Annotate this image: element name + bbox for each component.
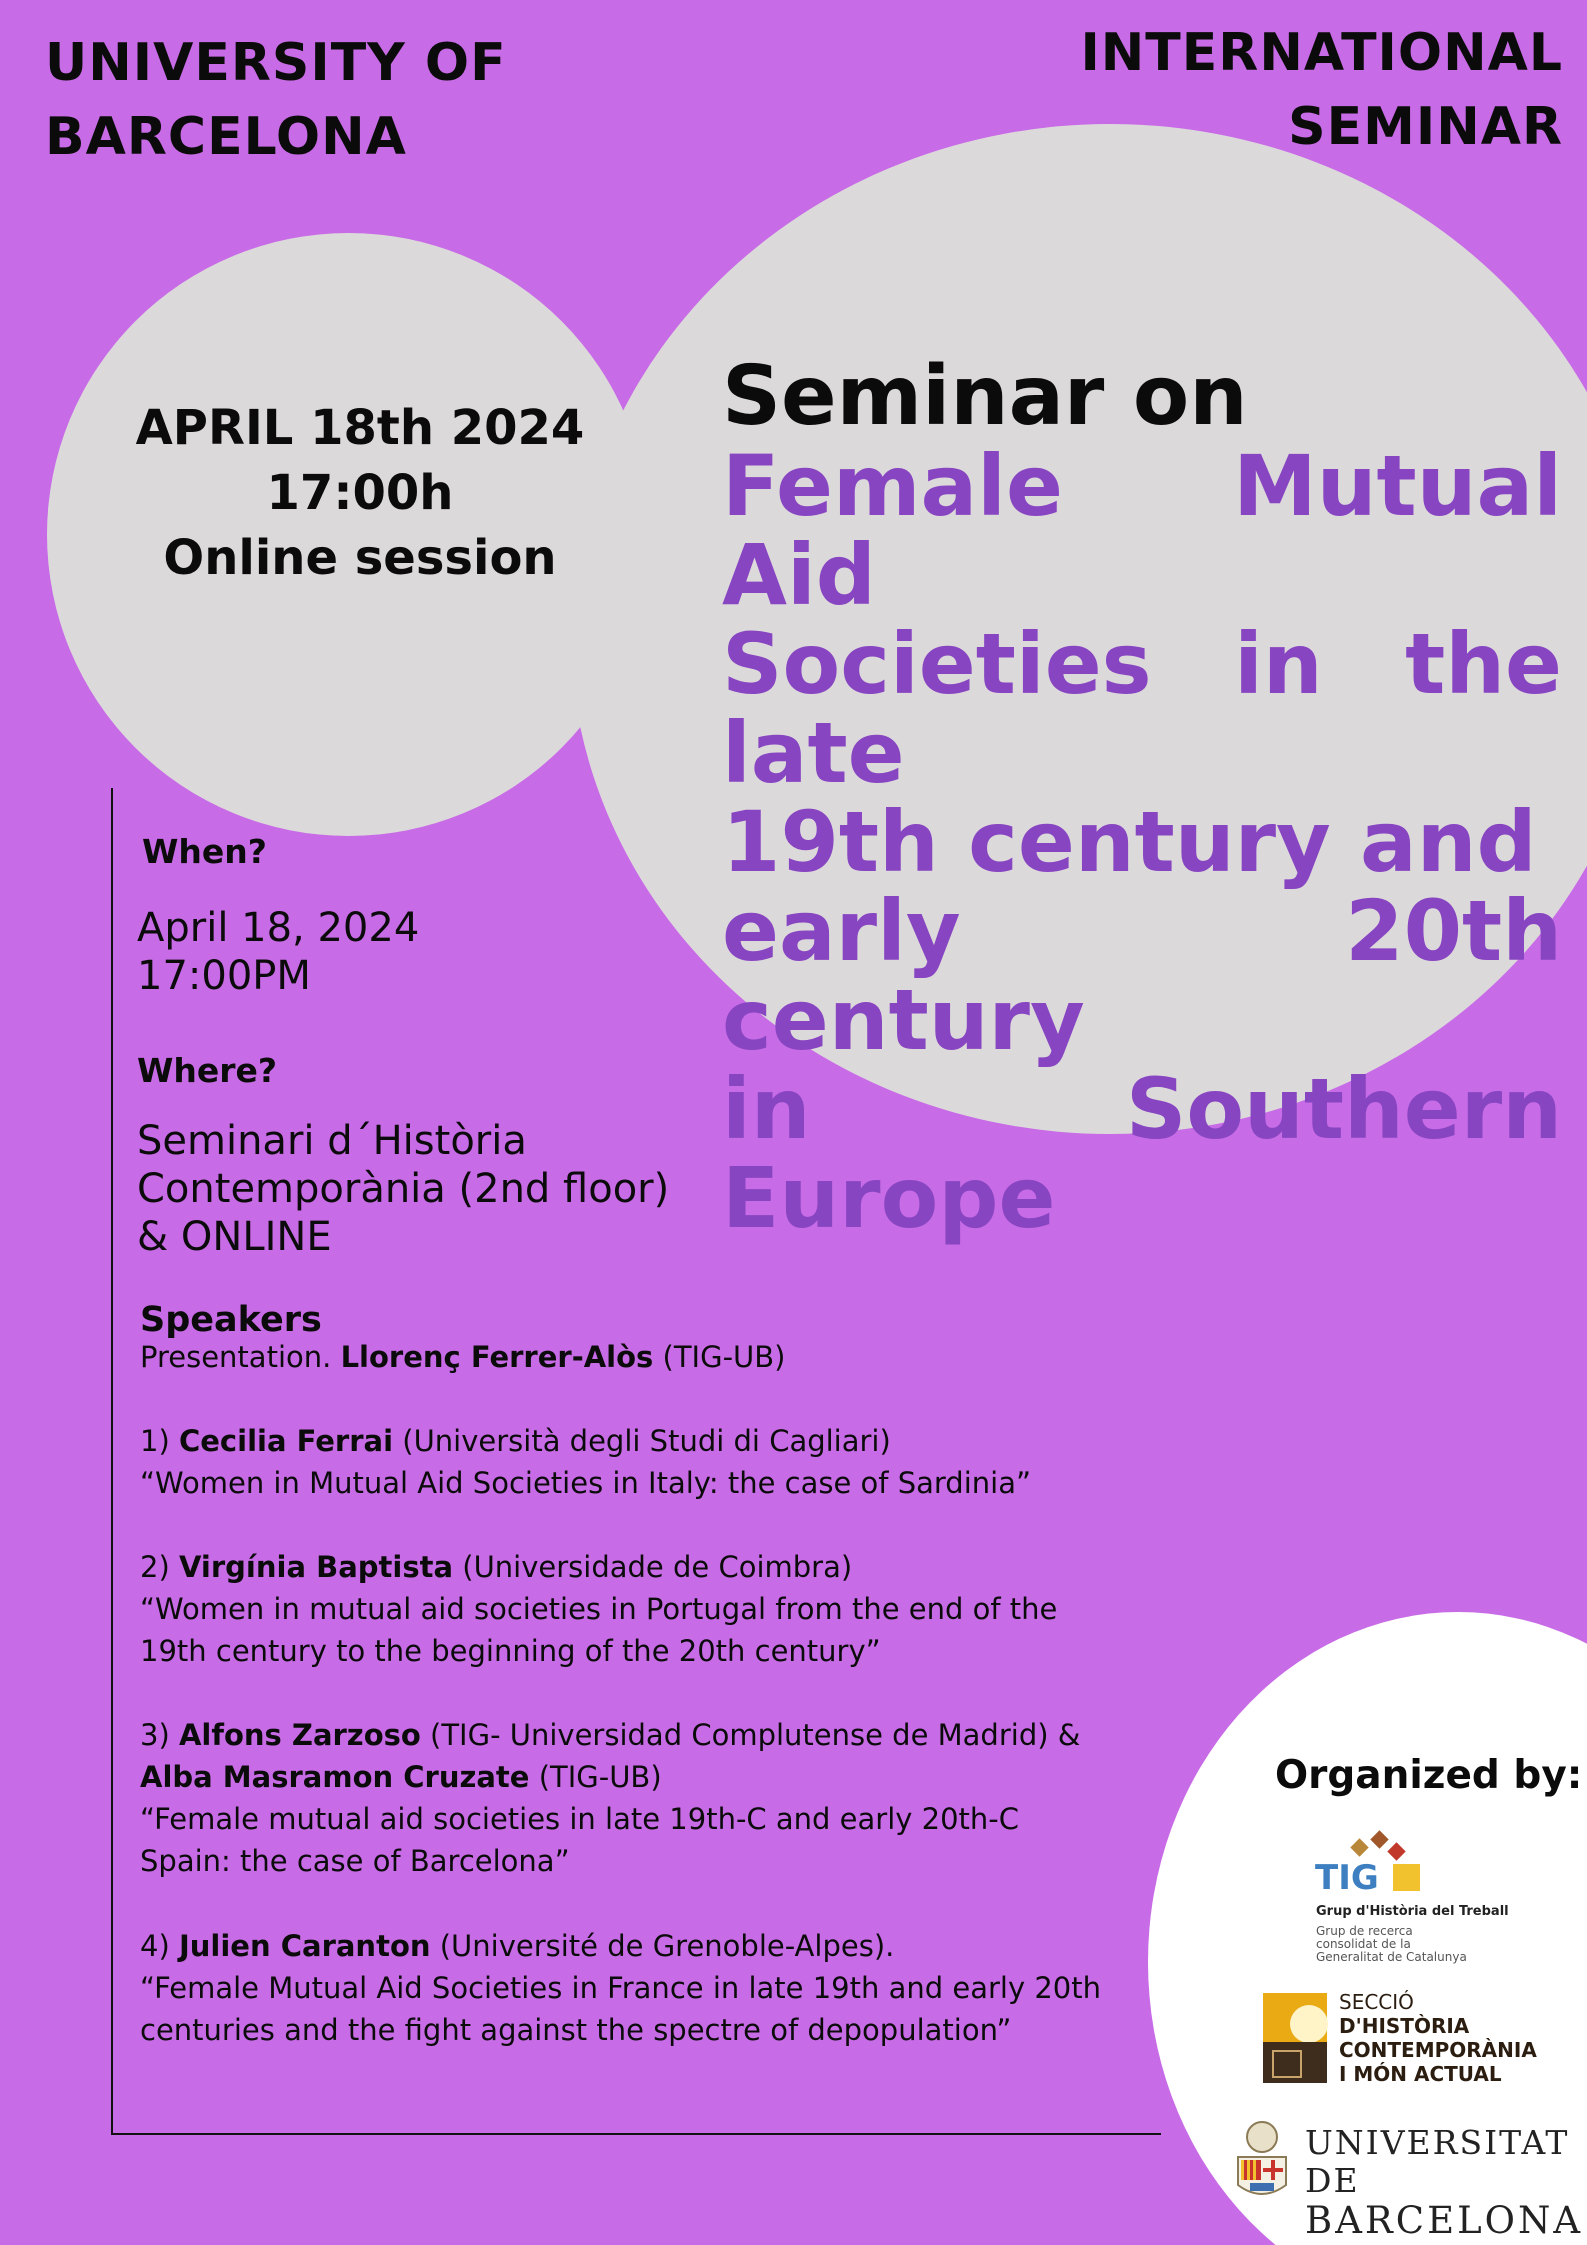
talk-number: 3) xyxy=(140,1718,170,1752)
talk-title-line2: 19th century to the beginning of the 20th century” xyxy=(140,1634,881,1668)
talk-item-4 xyxy=(140,1925,1140,2051)
where-details xyxy=(137,1117,669,1261)
talk-speaker-2: Alba Masramon Cruzate xyxy=(140,1760,530,1794)
where-line1: Seminari d´Història xyxy=(137,1118,527,1164)
talk-title-line2: centuries and the fight against the spectre of depopulation” xyxy=(140,2013,1012,2047)
seccio-name xyxy=(1339,1990,1537,2086)
event-date: APRIL 18th 2024 xyxy=(135,400,585,456)
headline-title-line: Societies in the late xyxy=(722,615,1562,802)
tig-name: Grup d'Història del Treball xyxy=(1316,1904,1509,1919)
presentation-prefix: Presentation. xyxy=(140,1340,332,1374)
talk-affiliation: (Universidade de Coimbra) xyxy=(462,1550,853,1584)
talk-speaker: Julien Caranton xyxy=(178,1929,431,1963)
headline-title-line: Female Mutual Aid xyxy=(722,437,1562,624)
talk-affiliation: (Università degli Studi di Cagliari) xyxy=(402,1424,891,1458)
tig-subtitle-line: Grup de recerca xyxy=(1316,1924,1413,1938)
talk-title-line1: “Women in mutual aid societies in Portugal from the end of the xyxy=(140,1592,1058,1626)
presentation-line xyxy=(140,1336,1140,1378)
when-time: 17:00PM xyxy=(137,953,311,999)
event-time: 17:00h xyxy=(266,465,454,521)
seccio-name-line: SECCIÓ xyxy=(1339,1990,1414,2014)
seminar-type-line2: SEMINAR xyxy=(1288,97,1563,157)
headline-title-line: 19th century and xyxy=(722,793,1537,891)
tig-subtitle xyxy=(1316,1925,1467,1964)
seccio-logo-pattern-icon xyxy=(1272,2050,1302,2078)
university-heading-line2: BARCELONA xyxy=(45,107,407,167)
speakers-label: Speakers xyxy=(140,1300,322,1340)
talk-number: 2) xyxy=(140,1550,170,1584)
seminar-type-heading xyxy=(1080,16,1563,164)
info-frame-vertical-rule xyxy=(111,788,113,2135)
talk-affiliation: (TIG- Universidad Complutense de Madrid) & xyxy=(430,1718,1081,1752)
when-date: April 18, 2024 xyxy=(137,905,420,951)
talk-item-3 xyxy=(140,1714,1140,1882)
ub-crest-icon xyxy=(1232,2119,1292,2204)
talk-affiliation-2: (TIG-UB) xyxy=(538,1760,662,1794)
talk-speaker: Virgínia Baptista xyxy=(178,1550,454,1584)
presentation-speaker: Llorenç Ferrer-Alòs xyxy=(340,1340,654,1374)
seccio-name-line: I MÓN ACTUAL xyxy=(1339,2062,1502,2086)
tig-abbreviation: TIG xyxy=(1315,1858,1379,1898)
headline-title-line: in Southern Europe xyxy=(722,1060,1562,1247)
talk-title-line1: “Female mutual aid societies in late 19th-C and early 20th-C xyxy=(140,1802,1019,1836)
ub-name-line2: BARCELONA xyxy=(1305,2199,1584,2242)
seccio-logo-sun-icon xyxy=(1290,2005,1328,2043)
tig-subtitle-line: consolidat de la xyxy=(1316,1937,1411,1951)
info-frame-horizontal-rule xyxy=(111,2133,1161,2135)
talk-title-line1: “Female Mutual Aid Societies in France in late 19th and early 20th xyxy=(140,1971,1102,2005)
talk-speaker: Cecilia Ferrai xyxy=(178,1424,394,1458)
when-label: When? xyxy=(142,832,267,871)
event-date-block xyxy=(47,396,673,591)
talk-item-2 xyxy=(140,1546,1140,1672)
ub-name-line1: UNIVERSITAT DE xyxy=(1305,2123,1570,2200)
seminar-headline xyxy=(722,349,1562,1247)
seccio-name-line: D'HISTÒRIA xyxy=(1339,2014,1470,2038)
tig-subtitle-line: Generalitat de Catalunya xyxy=(1316,1950,1467,1964)
organized-by-label: Organized by: xyxy=(1275,1753,1583,1798)
talk-number: 4) xyxy=(140,1929,170,1963)
ub-name xyxy=(1305,2124,1587,2242)
seccio-name-line: CONTEMPORÀNIA xyxy=(1339,2038,1537,2062)
where-line3: & ONLINE xyxy=(137,1214,332,1260)
university-heading-line1: UNIVERSITY OF xyxy=(45,33,507,93)
seminar-type-line1: INTERNATIONAL xyxy=(1080,23,1563,83)
talk-item-1 xyxy=(140,1420,1140,1504)
presentation-affiliation: (TIG-UB) xyxy=(662,1340,786,1374)
where-line2: Contemporània (2nd floor) xyxy=(137,1166,670,1212)
headline-lead: Seminar on xyxy=(722,349,1248,444)
talk-title-line2: Spain: the case of Barcelona” xyxy=(140,1844,570,1878)
where-label: Where? xyxy=(137,1051,278,1090)
talk-affiliation: (Université de Grenoble-Alpes). xyxy=(439,1929,895,1963)
talk-number: 1) xyxy=(140,1424,170,1458)
tig-logo-block-icon xyxy=(1393,1864,1420,1891)
event-mode: Online session xyxy=(163,530,557,586)
talk-title: “Women in Mutual Aid Societies in Italy: the case of Sardinia” xyxy=(140,1466,1031,1500)
university-heading xyxy=(45,26,507,174)
headline-title-line: early 20th century xyxy=(722,882,1562,1069)
talk-speaker: Alfons Zarzoso xyxy=(178,1718,421,1752)
when-details xyxy=(137,904,419,1000)
